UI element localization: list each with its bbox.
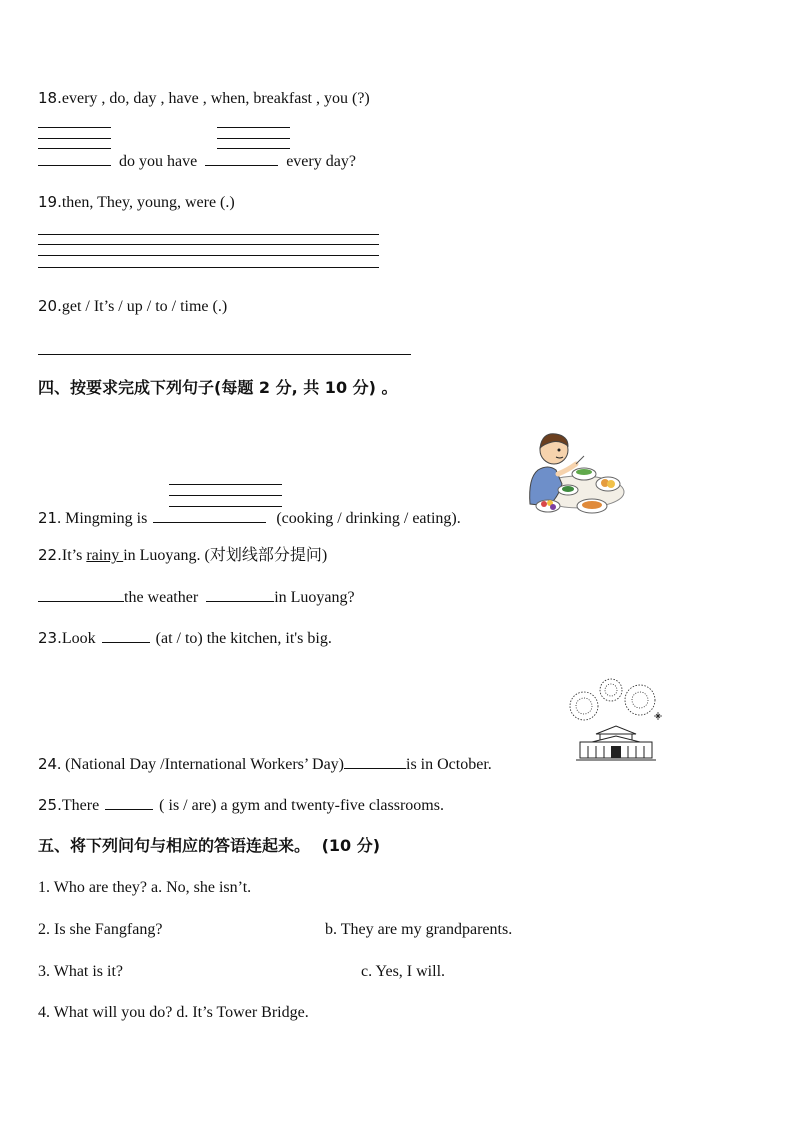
question-text: the weather [124, 589, 199, 606]
question-18-answer-row [38, 151, 356, 172]
answer-line [169, 495, 282, 496]
question-text: ( is / are) a gym and twenty-five classrooms. [159, 797, 444, 814]
question-number: 25. [38, 796, 62, 814]
section-4-heading: 四、按要求完成下列句子(每题 2 分, 共 10 分) 。 [38, 378, 398, 397]
answer-line [38, 148, 111, 149]
match-answer[interactable]: c. Yes, I will. [361, 963, 446, 980]
answer-line[interactable] [38, 244, 379, 245]
match-row [38, 878, 251, 898]
match-answer[interactable]: b. They are my grandparents. [325, 921, 513, 938]
question-22 [38, 545, 327, 566]
question-22-answer-row [38, 587, 355, 608]
answer-line[interactable] [38, 354, 411, 355]
question-21 [38, 508, 461, 529]
section-score: (10 分) [321, 836, 381, 855]
underlined-word: rainy [86, 547, 124, 564]
answer-blank[interactable] [38, 151, 111, 166]
question-text: is in October. [406, 756, 492, 773]
answer-blank[interactable] [206, 587, 274, 602]
question-number: 21 [38, 509, 58, 527]
boy-eating-icon [518, 426, 626, 518]
match-row [38, 1003, 309, 1023]
question-text: There [61, 797, 100, 814]
answer-line [217, 148, 290, 149]
section-title: 五、将下列问句与相应的答语连起来。 [38, 836, 311, 855]
section-5-heading [38, 836, 380, 856]
answer-line [217, 138, 290, 139]
question-text: . (National Day /International Workers’ Day) [57, 756, 344, 773]
question-text: every , do, day , have , when, breakfast , you (?) [61, 90, 370, 107]
question-text: . Mingming is [57, 510, 148, 527]
match-question[interactable]: 1. Who are they? a. No, she isn’t. [38, 879, 252, 896]
answer-blank[interactable] [344, 754, 406, 769]
answer-line [38, 127, 111, 128]
match-question[interactable]: 4. What will you do? d. It’s Tower Bridge. [38, 1004, 309, 1021]
question-18 [38, 88, 370, 109]
question-text: do you have [119, 153, 198, 170]
question-text: then, They, young, were (.) [61, 194, 235, 211]
question-24 [38, 754, 492, 775]
question-20 [38, 296, 227, 317]
answer-line[interactable] [38, 255, 379, 256]
match-question[interactable]: 2. Is she Fangfang? [38, 921, 163, 938]
answer-blank[interactable] [105, 795, 153, 810]
answer-line[interactable] [38, 267, 379, 268]
question-number: 24 [38, 755, 58, 773]
answer-line [217, 127, 290, 128]
question-number: 18. [38, 89, 62, 107]
question-number: 23. [38, 629, 62, 647]
answer-line[interactable] [38, 234, 379, 235]
answer-blank[interactable] [153, 508, 266, 523]
question-number: 20. [38, 297, 62, 315]
answer-line [169, 506, 282, 507]
match-question[interactable]: 3. What is it? [38, 963, 124, 980]
answer-line [38, 138, 111, 139]
answer-blank[interactable] [205, 151, 278, 166]
question-text: It’s [61, 547, 87, 564]
question-text: (at / to) the kitchen, it's big. [155, 630, 332, 647]
match-row [38, 962, 123, 982]
question-19 [38, 192, 235, 213]
question-25 [38, 795, 444, 816]
question-23 [38, 628, 332, 649]
match-row [38, 920, 162, 940]
question-text: every day? [286, 153, 356, 170]
question-text: get / It’s / up / to / time (.) [61, 298, 228, 315]
answer-blank[interactable] [38, 587, 124, 602]
question-text: in Luoyang? [274, 589, 355, 606]
question-number: 22. [38, 546, 62, 564]
answer-line [169, 484, 282, 485]
question-number: 19. [38, 193, 62, 211]
question-text: Look [61, 630, 96, 647]
answer-blank[interactable] [102, 628, 150, 643]
fireworks-tiananmen-icon [566, 676, 666, 762]
question-text: in Luoyang. (对划线部分提问) [123, 547, 328, 564]
question-options: (cooking / drinking / eating). [276, 510, 461, 527]
